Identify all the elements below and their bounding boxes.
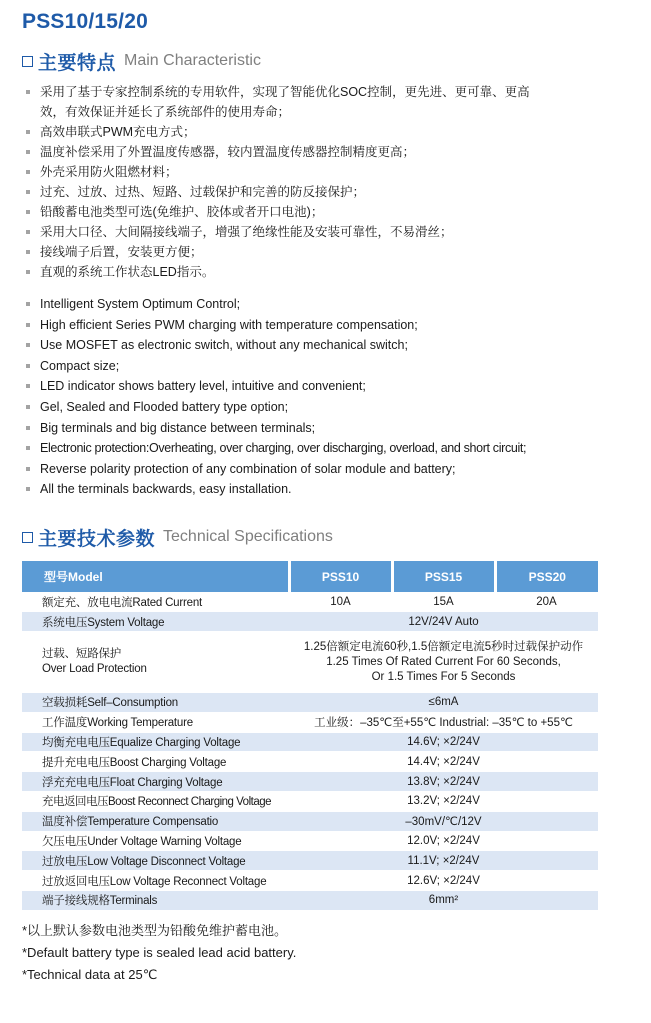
header-pss15: PSS15 [392, 561, 495, 592]
row-label: 工作温度Working Temperature [22, 712, 289, 732]
square-bullet-icon [22, 532, 33, 543]
header-pss10: PSS10 [289, 561, 392, 592]
row-label: 端子接线规格Terminals [22, 891, 289, 911]
cell-value: 10A [289, 592, 392, 612]
section-title-cn: 主要特点 [38, 52, 117, 74]
cell-line: Or 1.5 Times For 5 Seconds [371, 670, 516, 683]
bullet-icon [26, 405, 30, 409]
cell-value: 14.6V; ×2/24V [289, 732, 598, 752]
table-row [22, 632, 598, 693]
cell-value: 12V/24V Auto [289, 612, 598, 632]
cell-value: 13.8V; ×2/24V [289, 772, 598, 792]
row-label: 过放电压Low Voltage Disconnect Voltage [22, 851, 289, 871]
bullet-icon [26, 150, 30, 154]
list-item-continued: 效，有效保证并延长了系统部件的使用寿命； [40, 105, 291, 119]
footnote: *Technical data at 25℃ [22, 967, 158, 982]
feature-list-cn [26, 82, 626, 282]
header-pss20: PSS20 [495, 561, 598, 592]
cell-value: 工业级：–35℃至+55℃ Industrial: –35℃ to +55℃ [289, 712, 598, 732]
feature-list-en [26, 294, 626, 500]
table-row [22, 612, 598, 632]
list-item: Electronic protection:Overheating, over charging, over discharging, overload, and short circuit; [26, 438, 626, 459]
section-title-en: Main Characteristic [124, 52, 261, 69]
main-characteristic-heading [22, 48, 261, 74]
table-row [22, 693, 598, 713]
cell-value [289, 632, 598, 693]
table-row [22, 831, 598, 851]
list-item: High efficient Series PWM charging with temperature compensation; [26, 315, 626, 336]
cell-value: 12.6V; ×2/24V [289, 871, 598, 891]
bullet-icon [26, 90, 30, 94]
table-row [22, 592, 598, 612]
cell-value: 12.0V; ×2/24V [289, 831, 598, 851]
bullet-icon [26, 230, 30, 234]
row-label: 过放返回电压Low Voltage Reconnect Voltage [22, 871, 289, 891]
cell-line: 1.25倍额定电流60秒,1.5倍额定电流5秒时过载保护动作 [303, 640, 584, 653]
cell-line: 1.25 Times Of Rated Current For 60 Seconds, [326, 655, 561, 668]
spec-table [22, 561, 598, 911]
table-row [22, 871, 598, 891]
cell-value: 6mm² [289, 891, 598, 911]
section-title-cn: 主要技术参数 [38, 528, 156, 550]
bullet-icon [26, 270, 30, 274]
bullet-icon [26, 210, 30, 214]
row-label: 温度补偿Temperature Compensatio [22, 811, 289, 831]
bullet-icon [26, 426, 30, 430]
table-row [22, 851, 598, 871]
bullet-icon [26, 190, 30, 194]
list-item: 采用大口径、大间隔接线端子，增强了绝缘性能及安装可靠性，不易滑丝； [26, 222, 626, 242]
cell-value: ≤6mA [289, 693, 598, 713]
list-item: 外壳采用防火阻燃材料； [26, 162, 626, 182]
table-row [22, 792, 598, 812]
list-item: 过充、过放、过热、短路、过载保护和完善的防反接保护； [26, 182, 626, 202]
bullet-icon [26, 323, 30, 327]
bullet-icon [26, 446, 30, 450]
row-label: 提升充电电压Boost Charging Voltage [22, 752, 289, 772]
table-row [22, 732, 598, 752]
technical-specifications-heading [22, 524, 333, 550]
row-label: 浮充充电电压Float Charging Voltage [22, 772, 289, 792]
row-label: 均衡充电电压Equalize Charging Voltage [22, 732, 289, 752]
table-row [22, 752, 598, 772]
model-title: PSS10/15/20 [22, 10, 148, 33]
section-title-en: Technical Specifications [163, 528, 333, 545]
header-model: 型号Model [22, 561, 289, 592]
row-label: 额定充、放电电流Rated Current [22, 592, 289, 612]
table-row [22, 811, 598, 831]
cell-value: 20A [495, 592, 598, 612]
list-item: Gel, Sealed and Flooded battery type option; [26, 397, 626, 418]
list-item: 直观的系统工作状态LED指示。 [26, 262, 626, 282]
list-item: Intelligent System Optimum Control; [26, 294, 626, 315]
bullet-icon [26, 302, 30, 306]
footnotes [22, 920, 296, 986]
cell-value: 14.4V; ×2/24V [289, 752, 598, 772]
cell-value: –30mV/℃/12V [289, 811, 598, 831]
row-label [22, 632, 289, 693]
cell-value: 11.1V; ×2/24V [289, 851, 598, 871]
table-row [22, 712, 598, 732]
bullet-icon [26, 487, 30, 491]
table-header-row [22, 561, 598, 592]
bullet-icon [26, 467, 30, 471]
cell-value: 13.2V; ×2/24V [289, 792, 598, 812]
list-item: All the terminals backwards, easy installation. [26, 479, 626, 500]
list-item: Big terminals and big distance between terminals; [26, 418, 626, 439]
row-label: 充电返回电压Boost Reconnect Charging Voltage [22, 792, 289, 812]
list-item: 温度补偿采用了外置温度传感器，较内置温度传感器控制精度更高； [26, 142, 626, 162]
footnote: *以上默认参数电池类型为铅酸免维护蓄电池。 [22, 923, 288, 938]
row-label: 欠压电压Under Voltage Warning Voltage [22, 831, 289, 851]
bullet-icon [26, 250, 30, 254]
row-label-en: Over Load Protection [42, 663, 147, 676]
bullet-icon [26, 343, 30, 347]
bullet-icon [26, 130, 30, 134]
list-item: LED indicator shows battery level, intuitive and convenient; [26, 376, 626, 397]
bullet-icon [26, 364, 30, 368]
list-item: 铅酸蓄电池类型可选(免维护、胶体或者开口电池)； [26, 202, 626, 222]
cell-value: 15A [392, 592, 495, 612]
list-item: 采用了基于专家控制系统的专用软件，实现了智能优化SOC控制，更先进、更可靠、更高 [26, 82, 626, 102]
footnote: *Default battery type is sealed lead acid battery. [22, 945, 297, 960]
list-item: 接线端子后置，安装更方便； [26, 242, 626, 262]
bullet-icon [26, 384, 30, 388]
row-label: 空载损耗Self–Consumption [22, 693, 289, 713]
list-item: Use MOSFET as electronic switch, without any mechanical switch; [26, 335, 626, 356]
table-row [22, 891, 598, 911]
row-label: 系统电压System Voltage [22, 612, 289, 632]
list-item: 高效串联式PWM充电方式； [26, 122, 626, 142]
list-item: Compact size; [26, 356, 626, 377]
square-bullet-icon [22, 56, 33, 67]
bullet-icon [26, 170, 30, 174]
table-row [22, 772, 598, 792]
list-item: Reverse polarity protection of any combination of solar module and battery; [26, 459, 626, 480]
row-label-cn: 过载、短路保护 [42, 648, 122, 661]
